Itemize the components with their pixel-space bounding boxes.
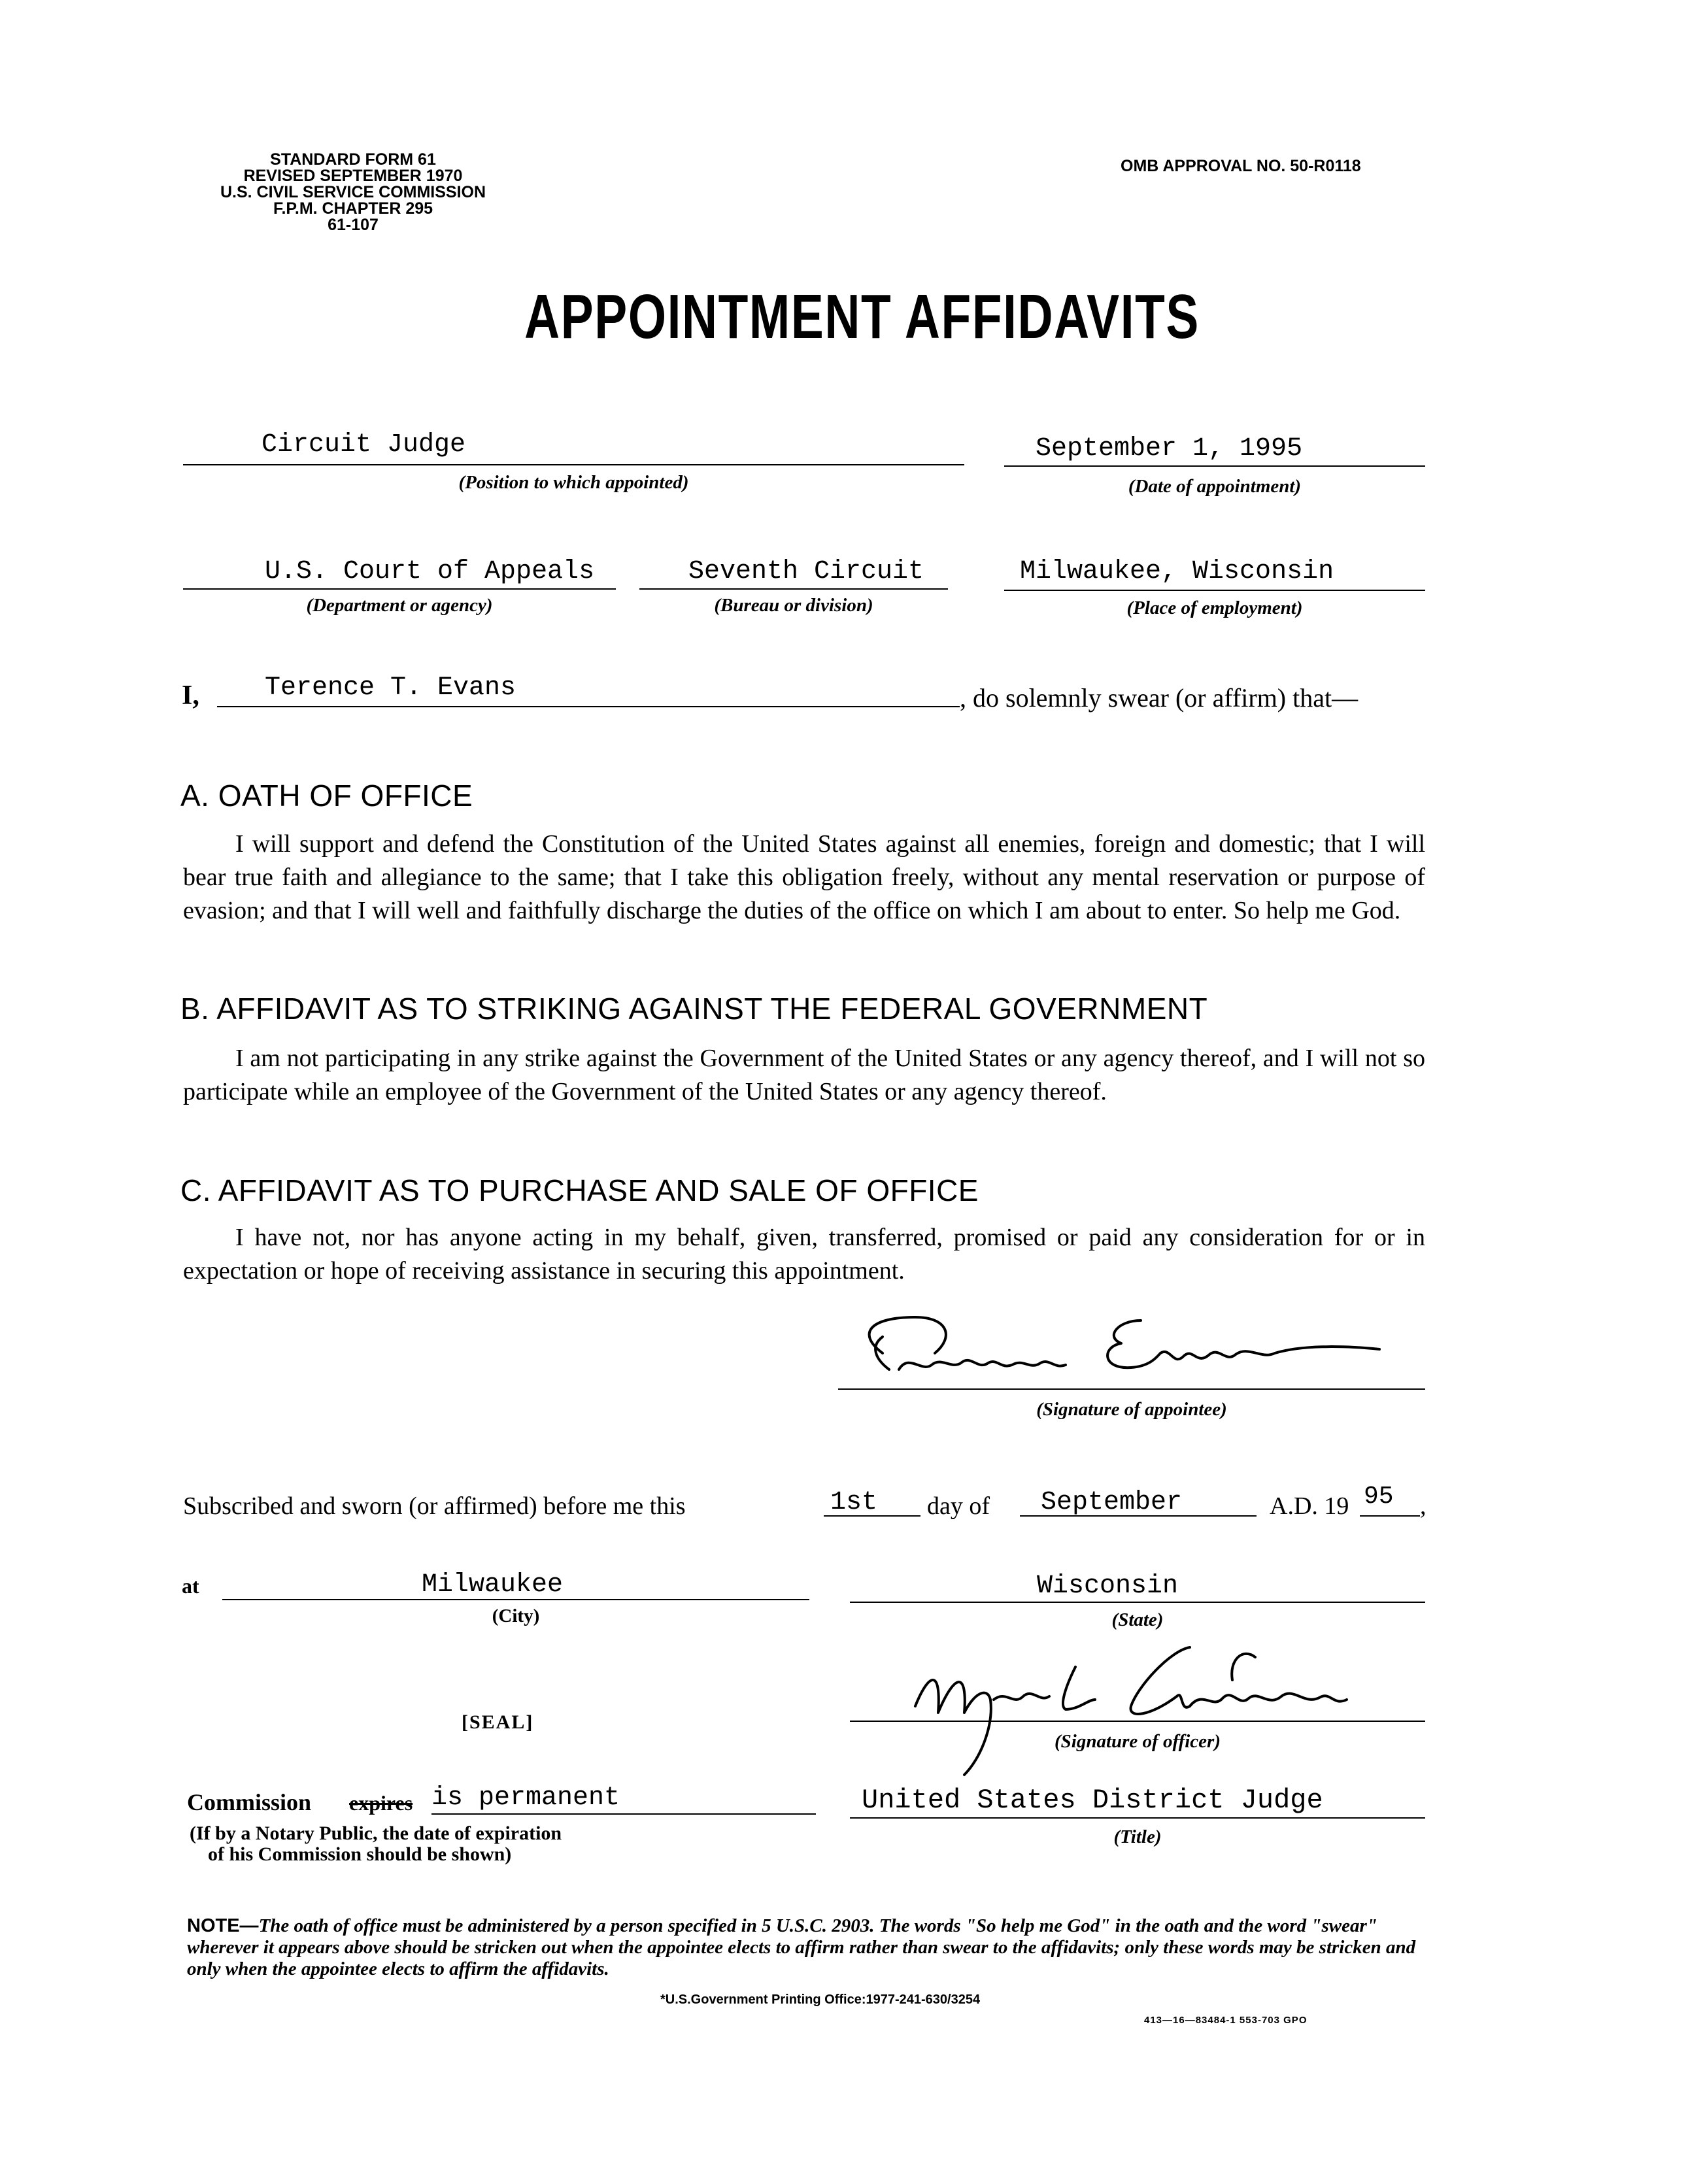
appointee-signature [843,1307,1432,1399]
appointee-signature-line [838,1388,1425,1390]
name-line [217,706,960,707]
place-line [1004,590,1425,591]
form-identifier [183,152,523,233]
commission-struck-word: expires [349,1791,413,1815]
gpo-imprint: *U.S.Government Printing Office:1977-241-630/3254 [660,1992,981,2007]
subscribed-month-line [1020,1515,1257,1517]
appointee-name: Terence T. Evans [265,673,516,703]
note-label: NOTE— [187,1915,259,1936]
subscribed-day-of: day of [927,1492,990,1520]
bureau-value: Seventh Circuit [688,557,924,586]
subscribed-ad: A.D. 19 [1270,1492,1349,1520]
department-caption: (Department or agency) [306,595,493,616]
section-c-text: I have not, nor has anyone acting in my behalf, given, transferred, promised or paid any consideration for or in expectation or hope of receiving assistance in securing this appointment. [183,1224,1425,1285]
city-value: Milwaukee [422,1570,564,1600]
bureau-line [639,588,948,590]
page-title: APPOINTMENT AFFIDAVITS [524,282,1200,352]
position-line [183,464,964,465]
commission-value: is permanent [431,1783,620,1813]
commission-line [431,1813,816,1815]
form-id-line: REVISED SEPTEMBER 1970 [243,167,463,185]
date-value: September 1, 1995 [1036,434,1303,463]
officer-signature-line [850,1721,1425,1722]
officer-title-line [850,1817,1425,1819]
date-line [1004,465,1425,467]
officer-title-caption: (Title) [1113,1826,1162,1847]
officer-signature [902,1634,1373,1778]
subscribed-day-line [824,1515,920,1517]
oath-prefix: I, [182,680,199,711]
seal-label: [SEAL] [462,1711,534,1733]
state-caption: (State) [1111,1609,1164,1630]
form-id-line: 61-107 [328,216,379,234]
officer-signature-caption: (Signature of officer) [1054,1731,1221,1752]
place-value: Milwaukee, Wisconsin [1020,557,1334,586]
form-codes: 413—16—83484-1 553-703 GPO [1144,2015,1308,2026]
department-value: U.S. Court of Appeals [265,557,595,586]
appointee-signature-caption: (Signature of appointee) [1036,1399,1227,1420]
location-at: at [182,1574,199,1598]
position-value: Circuit Judge [262,430,466,460]
subscribed-year-line [1360,1515,1420,1517]
omb-approval: OMB APPROVAL NO. 50-R0118 [1121,157,1361,175]
section-b-heading: B. AFFIDAVIT AS TO STRIKING AGAINST THE FEDERAL GOVERNMENT [180,992,1208,1026]
subscribed-day: 1st [830,1488,878,1517]
section-a-heading: A. OATH OF OFFICE [180,779,473,813]
state-line [850,1602,1425,1603]
form-id-line: STANDARD FORM 61 [270,150,436,169]
city-caption: (City) [492,1605,540,1626]
officer-title-value: United States District Judge [862,1785,1323,1816]
bureau-caption: (Bureau or division) [714,595,873,616]
section-b-text: I am not participating in any strike against the Government of the United States or any agency thereof, and I will not so participate while an employee of the Government of the United States or any agency thereof. [183,1045,1425,1105]
subscribed-year: 95 [1364,1483,1394,1511]
form-id-line: U.S. CIVIL SERVICE COMMISSION [220,183,486,201]
notary-note-line-1: (If by a Notary Public, the date of expiration [190,1823,562,1844]
section-a-text: I will support and defend the Constitution of the United States against all enemies, foreign and domestic; that I will bear true faith and allegiance to the same; that I take this obligation freely, without any mental reservation or purpose of evasion; and that I will well and faithfully discharge the duties of the office on which I am about to enter. So help me God. [183,830,1425,924]
place-caption: (Place of employment) [1126,597,1303,618]
footer-note [187,1915,1442,1980]
notary-note-line-2: of his Commission should be shown) [208,1843,512,1865]
form-id-line: F.P.M. CHAPTER 295 [273,199,433,218]
subscribed-month: September [1041,1488,1183,1517]
subscribed-comma: , [1420,1492,1426,1520]
section-c-heading: C. AFFIDAVIT AS TO PURCHASE AND SALE OF OFFICE [180,1173,979,1207]
position-caption: (Position to which appointed) [458,472,689,493]
subscribed-prefix: Subscribed and sworn (or affirmed) before me this [183,1492,686,1520]
department-line [183,588,616,590]
note-text: The oath of office must be administered by a person specified in 5 U.S.C. 2903. The words "So help me God" in the oath and the word "swear" wherever it appears above should be stricken out when the appointee elects to affirm rather than swear to the affidavits; only these words may be stricken and only when the appointee elects to affirm the affidavits. [187,1915,1416,1979]
oath-suffix: , do solemnly swear (or affirm) that— [960,683,1359,713]
commission-label: Commission [187,1789,312,1815]
date-caption: (Date of appointment) [1128,476,1302,497]
city-line [222,1599,809,1600]
state-value: Wisconsin [1037,1571,1179,1601]
